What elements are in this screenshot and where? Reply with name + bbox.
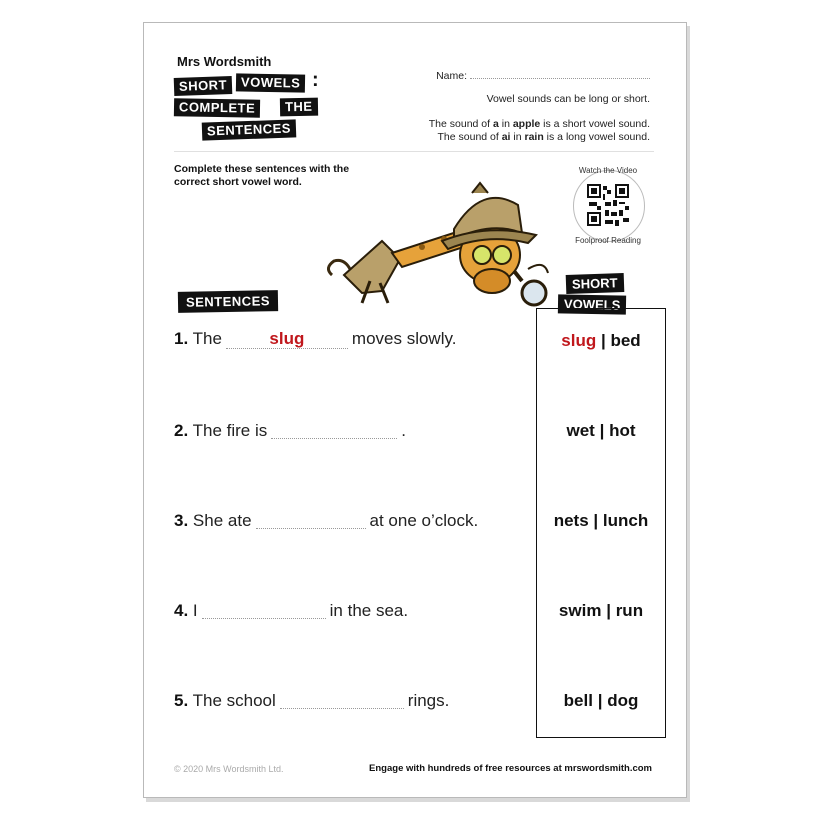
title-colon: : [312, 69, 319, 91]
short-vowels-label-line1: SHORT [566, 273, 624, 294]
instructions: Complete these sentences with the correct short vowel word. [174, 163, 350, 188]
title-word-sentences: SENTENCES [202, 119, 297, 140]
worksheet-page [143, 22, 687, 798]
answer-blank-1[interactable]: slug [226, 332, 348, 349]
qr-badge[interactable] [569, 166, 647, 244]
sentence-row-1: 1. The slug moves slowly. [174, 329, 457, 348]
short-vowels-label-line2: VOWELS [558, 294, 627, 314]
title-word-short: SHORT [174, 76, 233, 96]
answer-blank-2[interactable] [271, 422, 397, 439]
title-word-complete: COMPLETE [174, 98, 261, 118]
choice-pair-4: swim | run [558, 601, 644, 620]
choice-pair-3: nets | lunch [553, 511, 649, 530]
qr-top-text: Watch the Video [578, 166, 638, 175]
vowel-note: Vowel sounds can be long or short. [486, 93, 650, 105]
choice-pair-1: slug | bed [561, 331, 641, 350]
qr-bottom-text: Foolproof Reading [575, 236, 641, 245]
answer-blank-3[interactable] [256, 512, 366, 529]
choice-pair-2: wet | hot [566, 421, 636, 440]
answer-blank-4[interactable] [202, 602, 326, 619]
worksheet-title [172, 71, 342, 149]
brand-name: Mrs Wordsmith [177, 54, 272, 69]
sentence-row-5: 5. The school rings. [174, 691, 450, 710]
short-vowel-example: The sound of a in apple is a short vowel sound. [428, 118, 650, 130]
header-divider [174, 151, 654, 152]
answer-blank-5[interactable] [280, 692, 404, 709]
sentences-label: SENTENCES [178, 290, 278, 313]
info-panel [380, 68, 650, 144]
title-word-the: THE [280, 98, 318, 117]
sentence-row-3: 3. She ate at one o’clock. [174, 511, 479, 530]
qr-code-icon [587, 184, 629, 226]
name-label: Name: [436, 70, 467, 82]
copyright-text: © 2020 Mrs Wordsmith Ltd. [174, 764, 284, 774]
name-row [380, 68, 650, 83]
choice-pair-5: bell | dog [563, 691, 639, 710]
title-word-vowels: VOWELS [236, 73, 306, 92]
detective-mascot-illustration [322, 163, 562, 313]
sentence-row-4: 4. I in the sea. [174, 601, 409, 620]
sentence-row-2: 2. The fire is . [174, 421, 406, 440]
promo-text: Engage with hundreds of free resources at mrswordsmith.com [369, 763, 652, 774]
name-field[interactable] [470, 68, 650, 79]
long-vowel-example: The sound of ai in rain is a long vowel sound. [437, 131, 650, 143]
